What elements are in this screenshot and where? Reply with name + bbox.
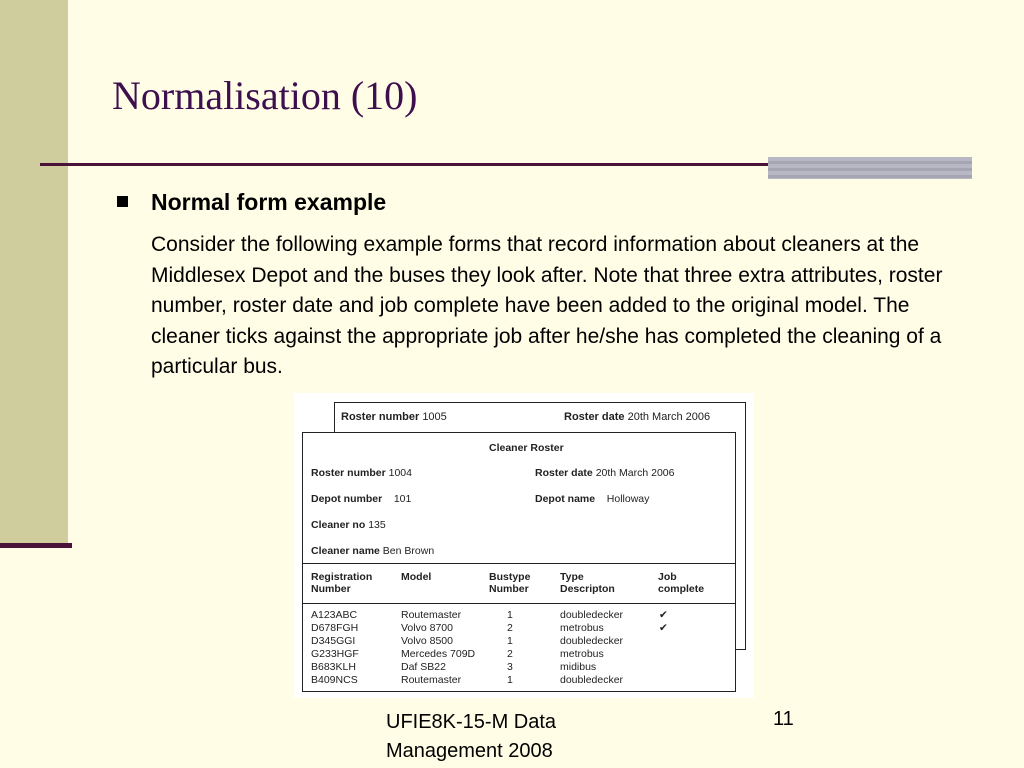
- cell-bustype: 1: [507, 609, 513, 621]
- cell-bustype: 1: [507, 674, 513, 686]
- cell-bustype: 2: [507, 622, 513, 634]
- back-roster-date: [564, 411, 710, 423]
- footer-course: [386, 708, 556, 766]
- title-rule-bar: [768, 157, 972, 179]
- page-number: 11: [773, 708, 794, 730]
- roster-number-field: Roster number 1004: [311, 467, 412, 479]
- cell-registration: D345GGI: [311, 635, 356, 647]
- back-roster-number-value: 1005: [422, 411, 447, 423]
- cell-type: doubledecker: [560, 609, 624, 621]
- depot-name-field: Depot name Holloway: [535, 493, 650, 505]
- cell-type: metrobus: [560, 622, 604, 634]
- roster-date-field: Roster date 20th March 2006: [535, 467, 675, 479]
- cell-type: doubledecker: [560, 635, 624, 647]
- cell-model: Volvo 8700: [401, 622, 453, 634]
- body-paragraph: Consider the following example forms that record information about cleaners at the Middlesex Depot and the buses they look after. Note that three extra attributes, roster number, roster date and job complete have been added to the original model. The cleaner ticks against the appropriate job after he/she has completed the cleaning of a particular bus.: [151, 233, 943, 378]
- left-decor-strip: [0, 0, 68, 544]
- footer-line-2: Management 2008: [386, 740, 553, 762]
- cell-job-complete: ✔: [659, 622, 668, 634]
- back-roster-number: [341, 411, 447, 423]
- footer-line-1: UFIE8K-15-M Data: [386, 711, 557, 733]
- cell-model: Volvo 8500: [401, 635, 453, 647]
- cell-bustype: 3: [507, 661, 513, 673]
- cell-type: midibus: [560, 661, 597, 673]
- col-header-type: Type Descripton: [560, 571, 615, 595]
- cell-model: Routemaster: [401, 674, 462, 686]
- cell-type: metrobus: [560, 648, 604, 660]
- cleaner-roster-form: [302, 432, 736, 692]
- cell-model: Daf SB22: [401, 661, 446, 673]
- col-header-model: Model: [401, 571, 432, 583]
- cleaner-name-field: Cleaner name Ben Brown: [311, 545, 435, 557]
- cell-registration: G233HGF: [311, 648, 359, 660]
- back-roster-number-label: Roster number: [341, 411, 420, 423]
- bullet-square-icon: [117, 196, 128, 207]
- cell-registration: B683KLH: [311, 661, 356, 673]
- back-roster-date-value: 20th March 2006: [627, 411, 711, 423]
- back-roster-date-label: Roster date: [564, 411, 625, 423]
- slide-title: Normalisation (10): [112, 73, 418, 118]
- col-header-bustype: Bustype Number: [489, 571, 531, 595]
- depot-number-field: Depot number 101: [311, 493, 412, 505]
- cell-type: doubledecker: [560, 674, 624, 686]
- cell-job-complete: ✔: [659, 609, 668, 621]
- form-title: Cleaner Roster: [489, 442, 564, 454]
- bullet-heading: Normal form example: [151, 189, 387, 215]
- col-header-job: Job complete: [658, 571, 705, 595]
- header-divider-top: [303, 563, 735, 564]
- cell-registration: A123ABC: [311, 609, 358, 621]
- left-decor-line: [0, 543, 72, 548]
- cell-registration: B409NCS: [311, 674, 358, 686]
- col-header-registration: Registration Number: [311, 571, 373, 595]
- cell-bustype: 2: [507, 648, 513, 660]
- cleaner-no-field: Cleaner no 135: [311, 519, 386, 531]
- cell-model: Routemaster: [401, 609, 462, 621]
- cell-model: Mercedes 709D: [401, 648, 476, 660]
- cell-bustype: 1: [507, 635, 513, 647]
- cell-registration: D678FGH: [311, 622, 359, 634]
- header-divider-bottom: [303, 603, 735, 604]
